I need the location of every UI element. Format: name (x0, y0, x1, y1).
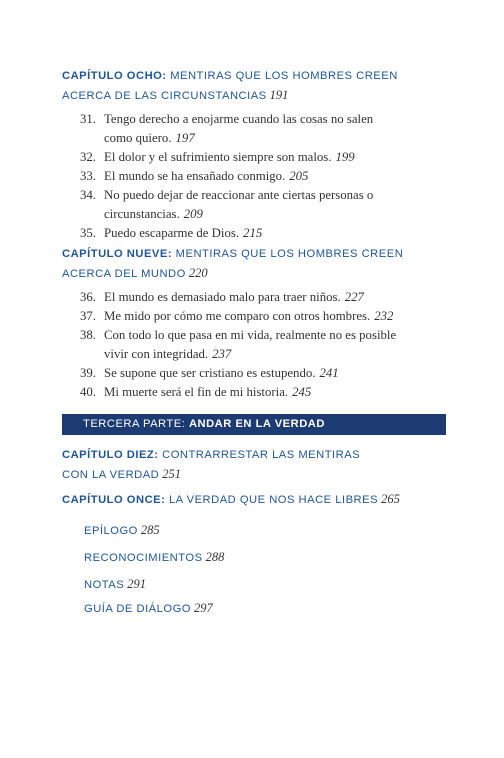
back-matter-page: 291 (127, 577, 146, 591)
chapter-8-page: 191 (269, 88, 289, 102)
chapter-9-label: CAPÍTULO NUEVE: (62, 248, 173, 260)
back-matter-page: 285 (140, 523, 160, 537)
list-item: 35. Puedo escaparme de Dios. 215 (80, 226, 263, 240)
chapter-11-label: CAPÍTULO ONCE: (62, 494, 166, 506)
back-matter-title: RECONOCIMIENTOS (84, 552, 203, 564)
chapter-8-label: CAPÍTULO OCHO: (62, 70, 167, 82)
chapter-8-title-line2: ACERCA DE LAS CIRCUNSTANCIAS (62, 90, 267, 102)
back-matter-epilogo (84, 521, 160, 541)
chapter-10-title-line2: CON LA VERDAD (62, 469, 160, 481)
back-matter-notas (84, 575, 146, 595)
part-3-title: ANDAR EN LA VERDAD (188, 418, 325, 430)
list-item: 34. No puedo dejar de reaccionar ante ciertas personas o circunstancias. 209 (80, 188, 374, 221)
list-item: 38. Con todo lo que pasa en mi vida, realmente no es posible vivir con integridad. 237 (80, 328, 397, 361)
chapter-11-title: LA VERDAD QUE NOS HACE LIBRES (168, 494, 379, 506)
chapter-8-list (62, 110, 442, 243)
chapter-10-page: 251 (162, 467, 182, 481)
list-item: 33. El mundo se ha ensañado conmigo. 205 (80, 169, 309, 183)
list-item: 36. El mundo es demasiado malo para traer niños. 227 (80, 290, 364, 304)
chapter-8-section (62, 67, 442, 243)
chapter-9-list (62, 288, 442, 402)
back-matter-reconocimientos (84, 548, 224, 568)
part-3-label: TERCERA PARTE: (83, 418, 186, 430)
list-item: 37. Me mido por cómo me comparo con otros hombres. 232 (80, 309, 394, 323)
back-matter-guia (84, 599, 213, 619)
chapter-10-section (62, 446, 442, 485)
chapter-9-heading (62, 245, 442, 284)
back-matter-title: GUÍA DE DIÁLOGO (84, 603, 191, 615)
chapter-9-page: 220 (188, 266, 208, 280)
part-3-banner (62, 414, 446, 435)
chapter-8-title-line1: MENTIRAS QUE LOS HOMBRES CREEN (170, 70, 398, 82)
back-matter-page: 297 (193, 601, 213, 615)
chapter-9-title-line2: ACERCA DEL MUNDO (62, 268, 186, 280)
list-item: 32. El dolor y el sufrimiento siempre son malos. 199 (80, 150, 355, 164)
chapter-9-section (62, 245, 442, 402)
chapter-11-section (62, 490, 442, 510)
chapter-8-heading (62, 67, 442, 106)
chapter-11-page: 265 (381, 492, 400, 506)
chapter-10-label: CAPÍTULO DIEZ: (62, 449, 159, 461)
list-item: 40. Mi muerte será el fin de mi historia. 245 (80, 385, 312, 399)
list-item: 39. Se supone que ser cristiano es estupendo. 241 (80, 366, 339, 380)
chapter-9-title-line1: MENTIRAS QUE LOS HOMBRES CREEN (175, 248, 404, 260)
chapter-10-title-line1: CONTRARRESTAR LAS MENTIRAS (162, 449, 361, 461)
back-matter-title: EPÍLOGO (84, 525, 138, 537)
chapter-11-heading (62, 490, 442, 510)
list-item: 31. Tengo derecho a enojarme cuando las cosas no salen como quiero. 197 (80, 112, 374, 145)
chapter-10-heading (62, 446, 442, 485)
back-matter-page: 288 (205, 550, 225, 564)
back-matter-title: NOTAS (84, 579, 125, 591)
